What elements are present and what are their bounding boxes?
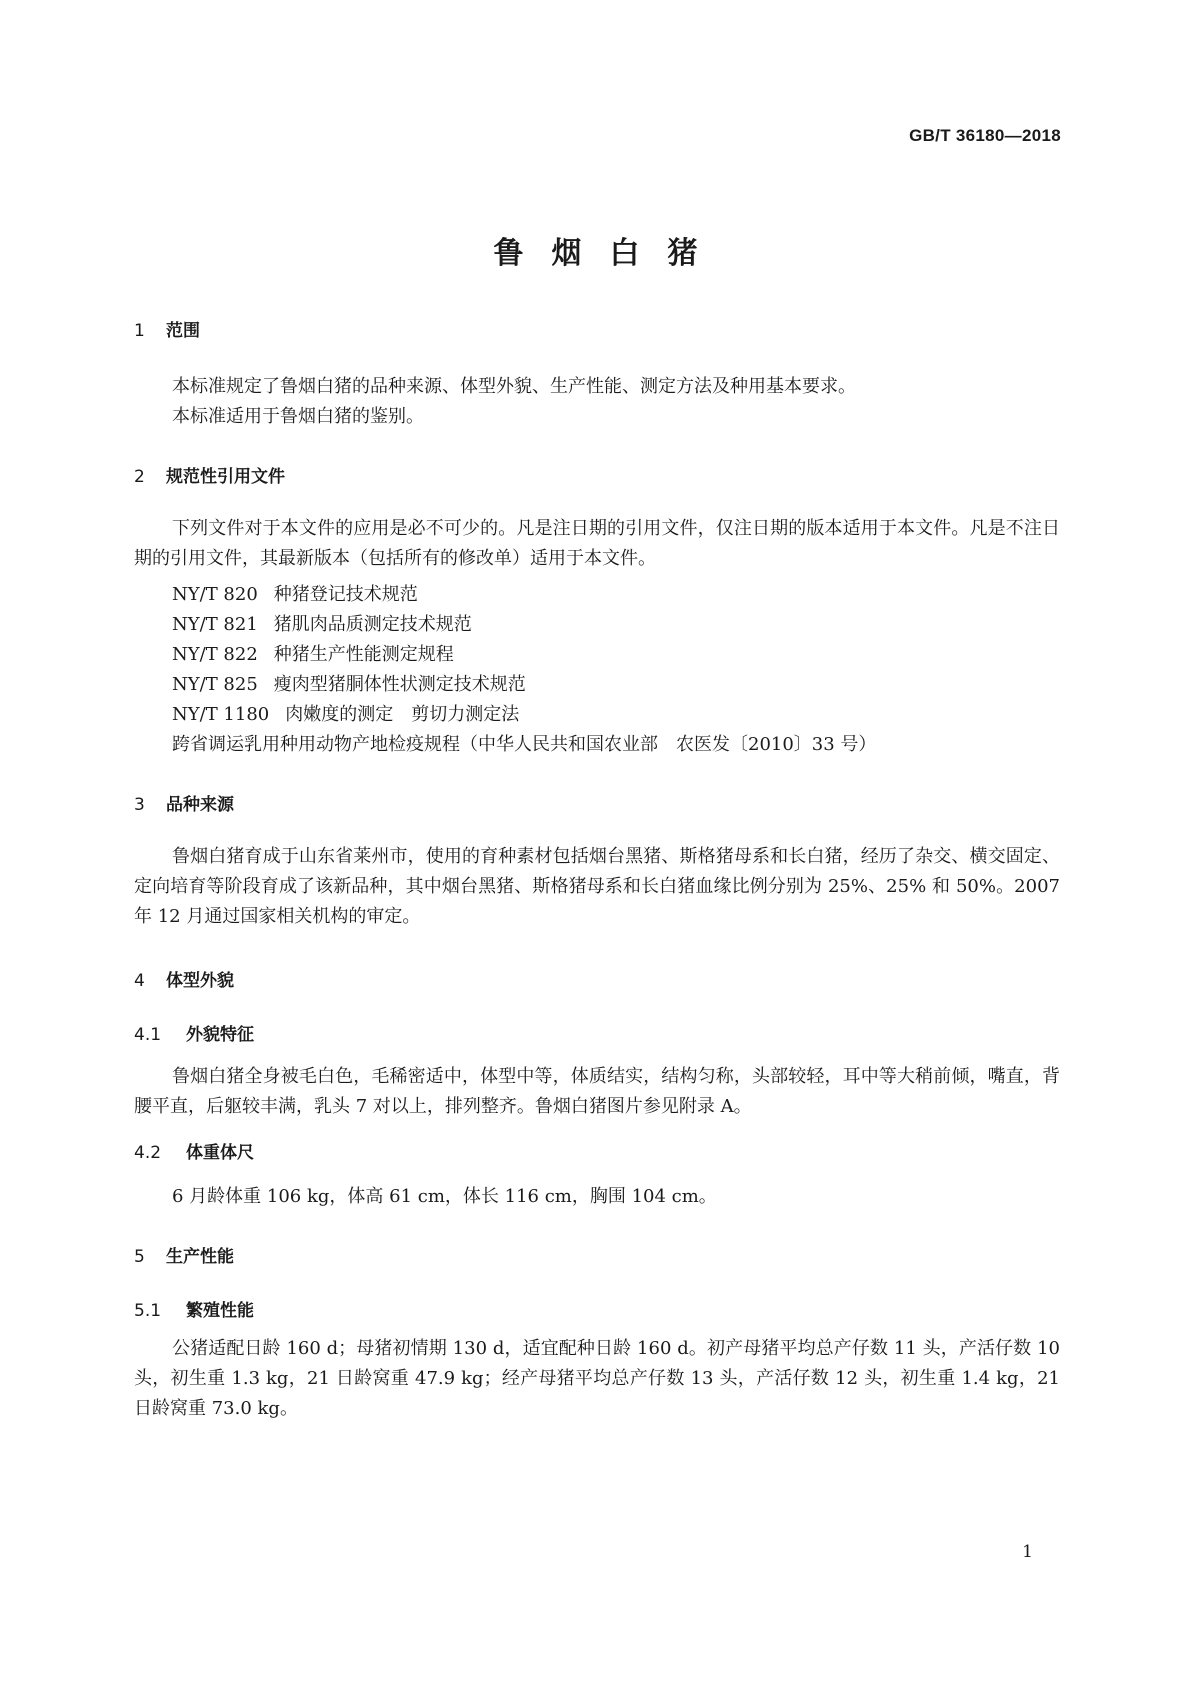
section-number: 5 <box>134 1247 145 1267</box>
section-2-heading <box>134 462 285 487</box>
section-title: 外貌特征 <box>186 1025 254 1045</box>
reference-item <box>172 700 519 726</box>
reference-item <box>172 580 418 606</box>
reference-item-regulation: 跨省调运乳用种用动物产地检疫规程（中华人民共和国农业部 农医发〔2010〕33 号） <box>172 734 877 755</box>
section-title: 繁殖性能 <box>186 1301 254 1321</box>
document-title: 鲁烟白猪 <box>493 236 726 271</box>
scope-paragraph-2: 本标准适用于鲁烟白猪的鉴别。 <box>172 406 424 427</box>
reference-code: NY/T 821 <box>172 614 258 635</box>
section-title: 生产性能 <box>166 1247 234 1267</box>
section-title: 体重体尺 <box>186 1143 254 1163</box>
section-4-2-heading <box>134 1138 254 1163</box>
section-number: 1 <box>134 321 145 341</box>
reference-title: 种猪生产性能测定规程 <box>273 644 454 665</box>
body-measurements-paragraph: 6 月龄体重 106 kg，体高 61 cm，体长 116 cm，胸围 104 cm。 <box>172 1186 717 1207</box>
section-number: 4 <box>134 971 145 991</box>
reference-title: 瘦肉型猪胴体性状测定技术规范 <box>273 674 526 695</box>
standard-code: GB/T 36180—2018 <box>909 126 1061 145</box>
section-title: 体型外貌 <box>166 971 234 991</box>
section-number: 3 <box>134 795 145 815</box>
page-number: 1 <box>1022 1542 1033 1562</box>
section-4-heading <box>134 966 234 991</box>
section-3-heading <box>134 790 234 815</box>
section-number: 2 <box>134 467 145 487</box>
section-5-1-heading <box>134 1296 254 1321</box>
section-number: 5.1 <box>134 1301 162 1321</box>
section-title: 品种来源 <box>166 795 234 815</box>
section-1-heading <box>134 316 200 341</box>
section-5-heading <box>134 1242 234 1267</box>
section-title: 规范性引用文件 <box>166 467 285 487</box>
scope-paragraph-1: 本标准规定了鲁烟白猪的品种来源、体型外貌、生产性能、测定方法及种用基本要求。 <box>172 376 856 397</box>
section-number: 4.2 <box>134 1143 162 1163</box>
reference-code: NY/T 825 <box>172 674 258 695</box>
reference-item <box>172 640 454 666</box>
reference-title: 猪肌肉品质测定技术规范 <box>273 614 472 635</box>
references-intro: 下列文件对于本文件的应用是必不可少的。凡是注日期的引用文件，仅注日期的版本适用于本文件。凡是不注日期的引用文件，其最新版本（包括所有的修改单）适用于本文件。 <box>134 518 1060 569</box>
reference-title: 肉嫩度的测定 剪切力测定法 <box>285 704 520 725</box>
section-number: 4.1 <box>134 1025 162 1045</box>
reference-code: NY/T 1180 <box>172 704 270 725</box>
section-title: 范围 <box>166 321 200 341</box>
reference-code: NY/T 822 <box>172 644 258 665</box>
breed-origin-paragraph: 鲁烟白猪育成于山东省莱州市，使用的育种素材包括烟台黑猪、斯格猪母系和长白猪，经历了杂交、横交固定、定向培育等阶段育成了该新品种，其中烟台黑猪、斯格猪母系和长白猪血缘比例分别为 25%、25% 和 50%。2007 年 12 月通过国家相关机构的审定。 <box>134 846 1060 927</box>
reference-item <box>172 610 472 636</box>
section-4-1-heading <box>134 1020 254 1045</box>
reproduction-paragraph: 公猪适配日龄 160 d；母猪初情期 130 d，适宜配种日龄 160 d。初产母猪平均总产仔数 11 头，产活仔数 10 头，初生重 1.3 kg，21 日龄窝重 47.9 kg；经产母猪平均总产仔数 13 头，产活仔数 12 头，初生重 1.4 kg，21 日龄窝重 73.0 kg。 <box>134 1338 1060 1419</box>
reference-item <box>172 670 526 696</box>
reference-code: NY/T 820 <box>172 584 258 605</box>
reference-title: 种猪登记技术规范 <box>273 584 418 605</box>
appearance-paragraph: 鲁烟白猪全身被毛白色，毛稀密适中，体型中等，体质结实，结构匀称，头部较轻，耳中等大稍前倾，嘴直，背腰平直，后躯较丰满，乳头 7 对以上，排列整齐。鲁烟白猪图片参见附录 A。 <box>134 1066 1060 1117</box>
